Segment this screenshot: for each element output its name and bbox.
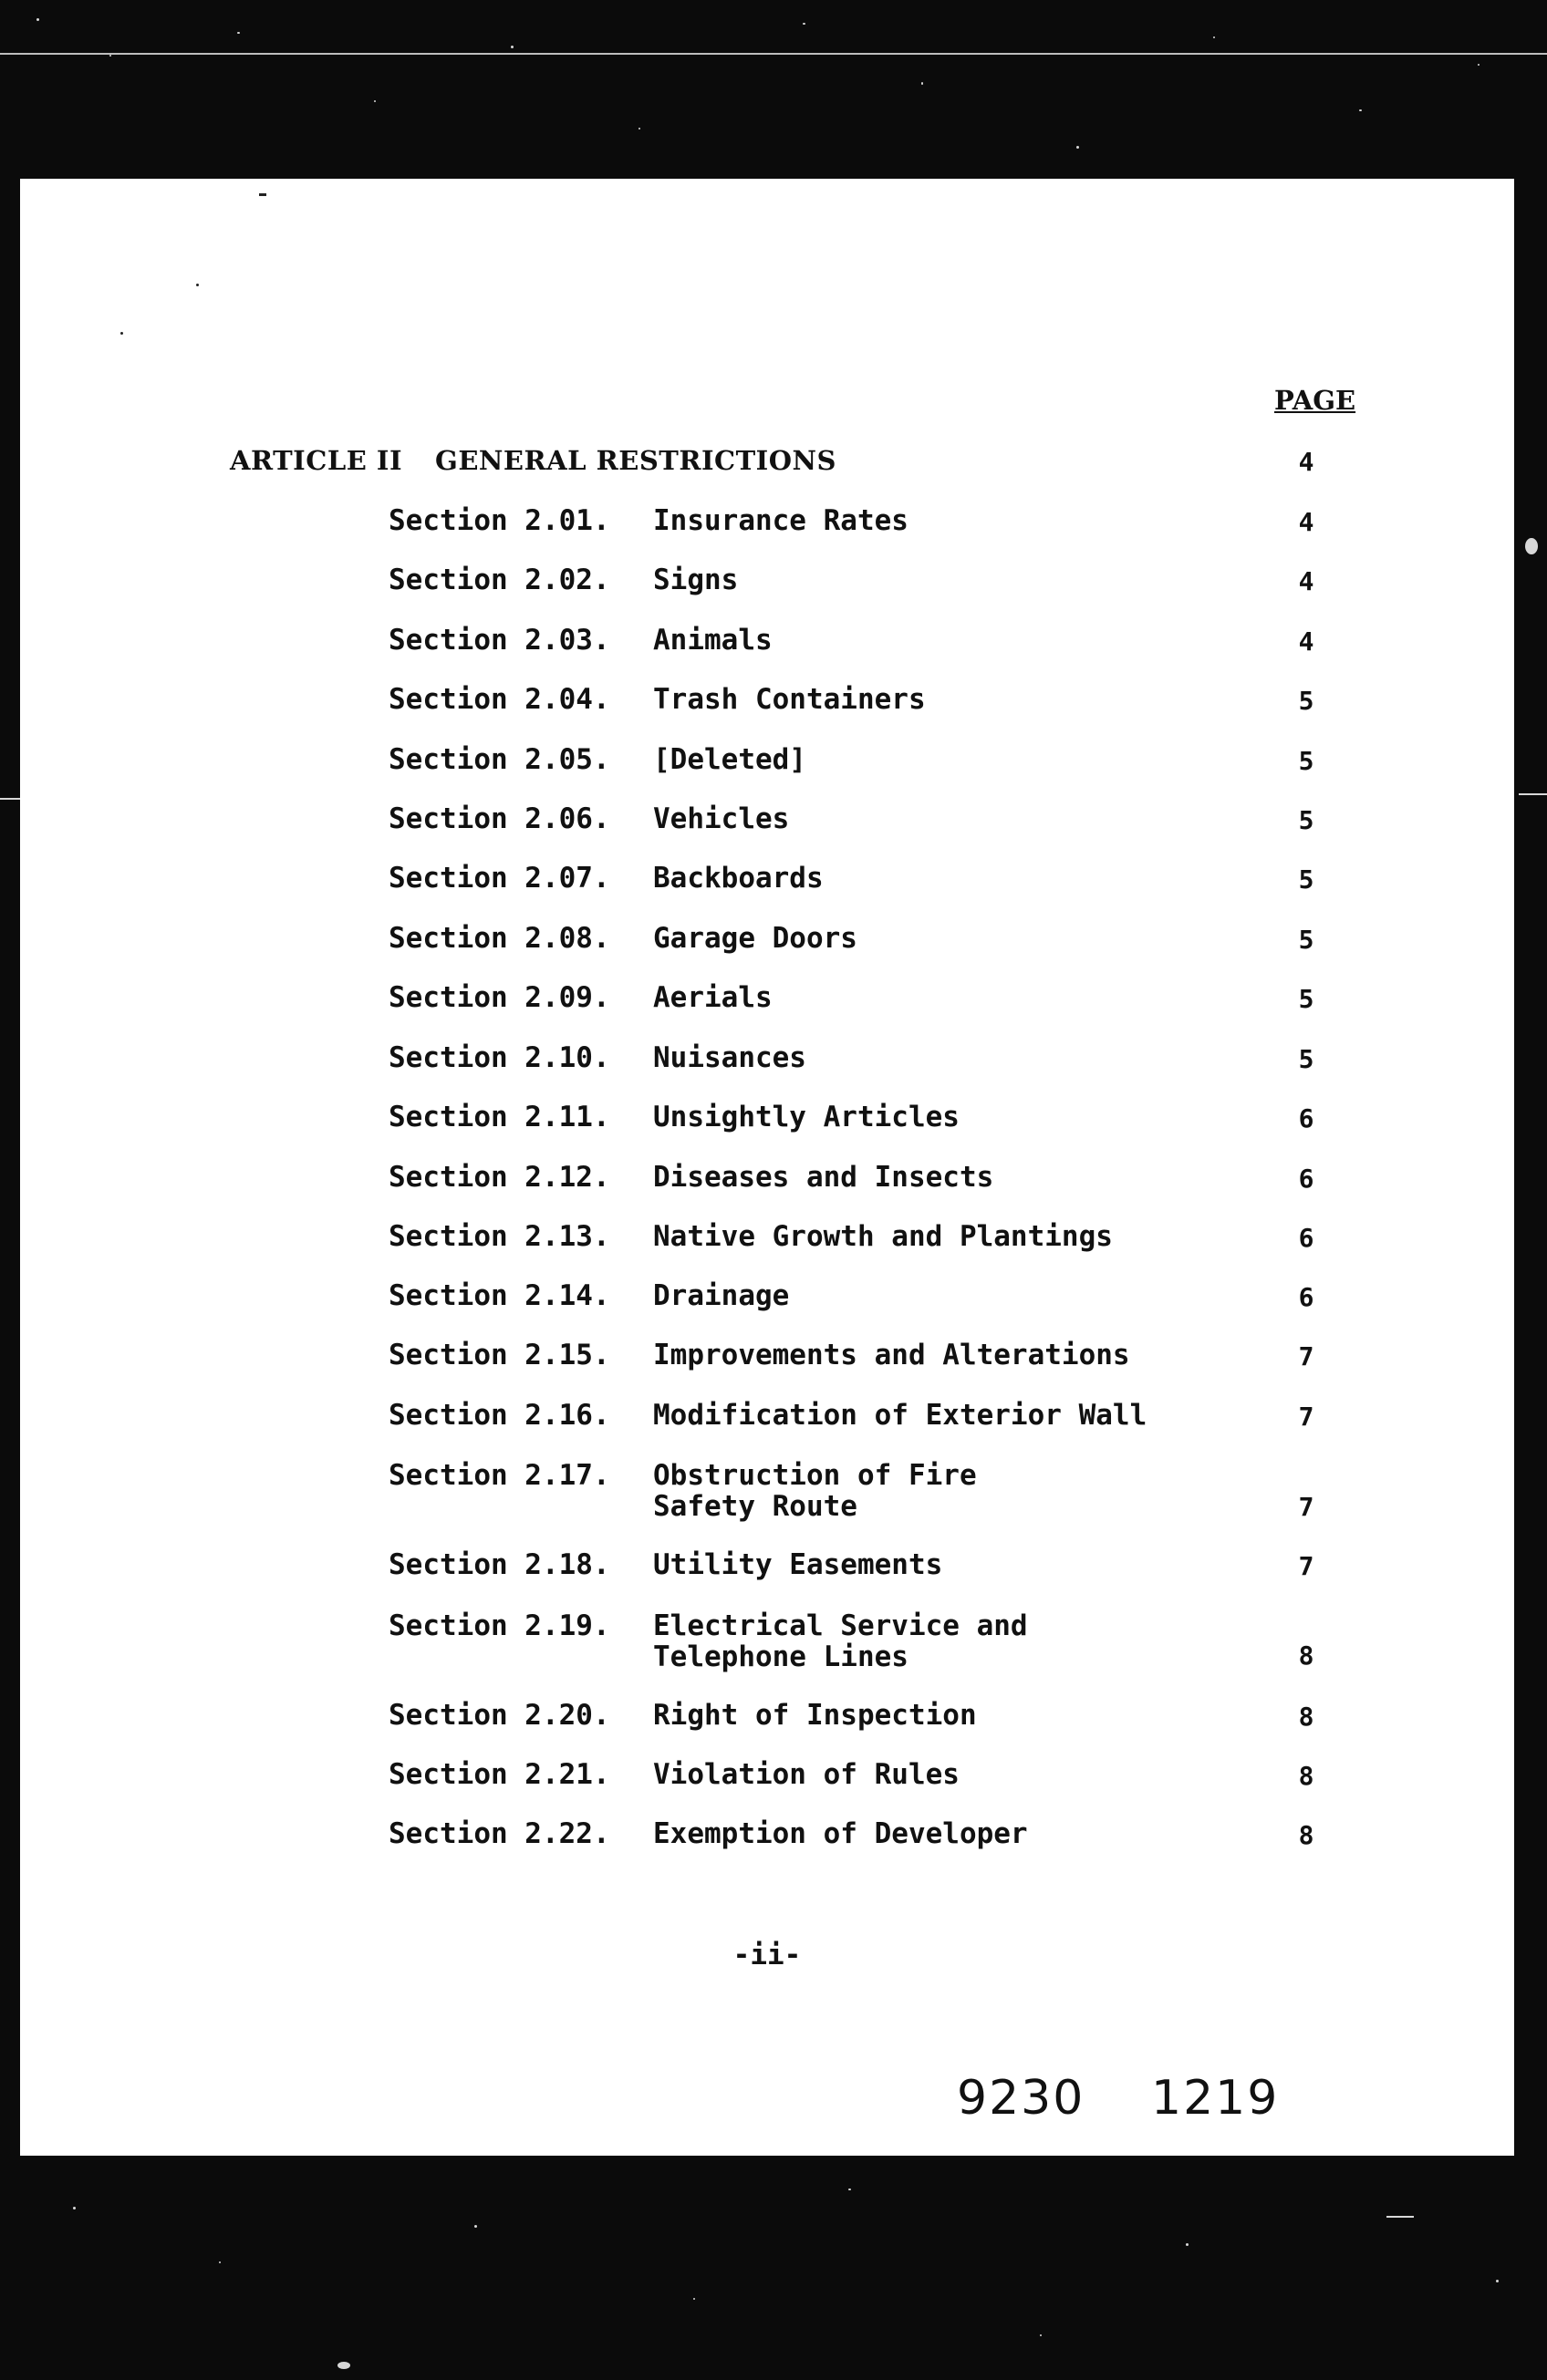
section-title: Improvements and Alterations bbox=[653, 1339, 1130, 1371]
toc-entry bbox=[389, 1700, 1219, 1731]
section-title: Signs bbox=[653, 564, 739, 596]
section-title: Nuisances bbox=[653, 1041, 806, 1074]
section-page-number: 8 bbox=[1298, 1640, 1314, 1671]
page-mark bbox=[259, 193, 266, 196]
section-number: Section 2.13. bbox=[389, 1220, 610, 1253]
section-title: Violation of Rules bbox=[653, 1758, 960, 1791]
toc-entry bbox=[389, 1042, 1219, 1073]
section-page-number: 7 bbox=[1298, 1492, 1314, 1522]
toc-entry bbox=[389, 744, 1219, 775]
article-heading bbox=[230, 445, 836, 476]
toc-entry bbox=[389, 923, 1219, 954]
section-page-number: 8 bbox=[1298, 1761, 1314, 1791]
section-page-number: 5 bbox=[1298, 984, 1314, 1014]
section-number: Section 2.08. bbox=[389, 922, 610, 955]
section-page-number: 5 bbox=[1298, 686, 1314, 716]
section-title: Obstruction of Fire Safety Route bbox=[653, 1459, 977, 1523]
section-page-number: 5 bbox=[1298, 864, 1314, 895]
section-number: Section 2.20. bbox=[389, 1699, 610, 1732]
section-page-number: 7 bbox=[1298, 1341, 1314, 1371]
page-column-header: PAGE bbox=[1274, 385, 1356, 416]
article-number: ARTICLE II bbox=[230, 445, 403, 476]
toc-entry bbox=[389, 1221, 1219, 1252]
toc-entry bbox=[389, 1460, 1018, 1522]
stamp-number-left: 9230 bbox=[957, 2071, 1085, 2126]
section-title: Drainage bbox=[653, 1279, 790, 1312]
section-title: Exemption of Developer bbox=[653, 1817, 1028, 1850]
toc-entry bbox=[389, 1340, 1219, 1371]
section-title: Aerials bbox=[653, 981, 773, 1014]
section-page-number: 4 bbox=[1298, 626, 1314, 657]
section-number: Section 2.19. bbox=[389, 1609, 610, 1642]
section-page-number: 7 bbox=[1298, 1402, 1314, 1432]
section-page-number: 4 bbox=[1298, 566, 1314, 596]
section-title: Vehicles bbox=[653, 802, 790, 835]
section-title: Backboards bbox=[653, 862, 824, 895]
toc-entry bbox=[389, 863, 1219, 894]
toc-entry bbox=[389, 1400, 1219, 1431]
section-page-number: 4 bbox=[1298, 507, 1314, 537]
section-title: Animals bbox=[653, 624, 773, 657]
section-number: Section 2.14. bbox=[389, 1279, 610, 1312]
toc-entry bbox=[389, 564, 1219, 595]
section-number: Section 2.17. bbox=[389, 1459, 610, 1492]
section-number: Section 2.09. bbox=[389, 981, 610, 1014]
section-number: Section 2.03. bbox=[389, 624, 610, 657]
toc-entry bbox=[389, 1610, 1073, 1672]
section-number: Section 2.21. bbox=[389, 1758, 610, 1791]
toc-entry bbox=[389, 1162, 1219, 1193]
section-title: Trash Containers bbox=[653, 683, 926, 716]
toc-entry bbox=[389, 684, 1219, 715]
section-number: Section 2.16. bbox=[389, 1399, 610, 1432]
section-number: Section 2.07. bbox=[389, 862, 610, 895]
section-number: Section 2.04. bbox=[389, 683, 610, 716]
section-title: Garage Doors bbox=[653, 922, 857, 955]
article-title: GENERAL RESTRICTIONS bbox=[435, 445, 836, 476]
section-title: Unsightly Articles bbox=[653, 1101, 960, 1133]
section-page-number: 6 bbox=[1298, 1164, 1314, 1194]
toc-entry bbox=[389, 1102, 1219, 1133]
section-title: Diseases and Insects bbox=[653, 1161, 994, 1194]
section-page-number: 8 bbox=[1298, 1820, 1314, 1850]
section-number: Section 2.01. bbox=[389, 504, 610, 537]
section-number: Section 2.18. bbox=[389, 1548, 610, 1581]
section-number: Section 2.11. bbox=[389, 1101, 610, 1133]
section-number: Section 2.12. bbox=[389, 1161, 610, 1194]
page-mark bbox=[196, 284, 199, 286]
section-title: Insurance Rates bbox=[653, 504, 908, 537]
section-number: Section 2.22. bbox=[389, 1817, 610, 1850]
footer-page-number: -ii- bbox=[732, 1939, 802, 1971]
section-page-number: 7 bbox=[1298, 1551, 1314, 1581]
section-page-number: 6 bbox=[1298, 1282, 1314, 1312]
section-title: Right of Inspection bbox=[653, 1699, 977, 1732]
toc-entry bbox=[389, 982, 1219, 1013]
section-title: Electrical Service and Telephone Lines bbox=[653, 1609, 1028, 1673]
section-number: Section 2.02. bbox=[389, 564, 610, 596]
section-page-number: 5 bbox=[1298, 1044, 1314, 1074]
section-number: Section 2.05. bbox=[389, 743, 610, 776]
section-number: Section 2.06. bbox=[389, 802, 610, 835]
section-number: Section 2.10. bbox=[389, 1041, 610, 1074]
stamp-number-right: 1219 bbox=[1151, 2071, 1280, 2126]
toc-entry bbox=[389, 1549, 1219, 1580]
section-title: [Deleted] bbox=[653, 743, 806, 776]
section-page-number: 5 bbox=[1298, 925, 1314, 955]
document-page bbox=[20, 179, 1514, 2156]
section-number: Section 2.15. bbox=[389, 1339, 610, 1371]
toc-entry bbox=[389, 1759, 1219, 1790]
section-page-number: 8 bbox=[1298, 1702, 1314, 1732]
toc-entry bbox=[389, 803, 1219, 834]
toc-entry bbox=[389, 1818, 1219, 1849]
section-page-number: 6 bbox=[1298, 1223, 1314, 1253]
toc-entry bbox=[389, 625, 1219, 656]
article-page-number: 4 bbox=[1298, 447, 1314, 477]
section-page-number: 5 bbox=[1298, 805, 1314, 835]
page-mark bbox=[120, 332, 123, 335]
section-title: Native Growth and Plantings bbox=[653, 1220, 1113, 1253]
section-page-number: 6 bbox=[1298, 1103, 1314, 1133]
toc-entry bbox=[389, 1280, 1219, 1311]
section-page-number: 5 bbox=[1298, 746, 1314, 776]
section-title: Utility Easements bbox=[653, 1548, 943, 1581]
section-title: Modification of Exterior Wall bbox=[653, 1399, 1147, 1432]
toc-entry bbox=[389, 505, 1219, 536]
